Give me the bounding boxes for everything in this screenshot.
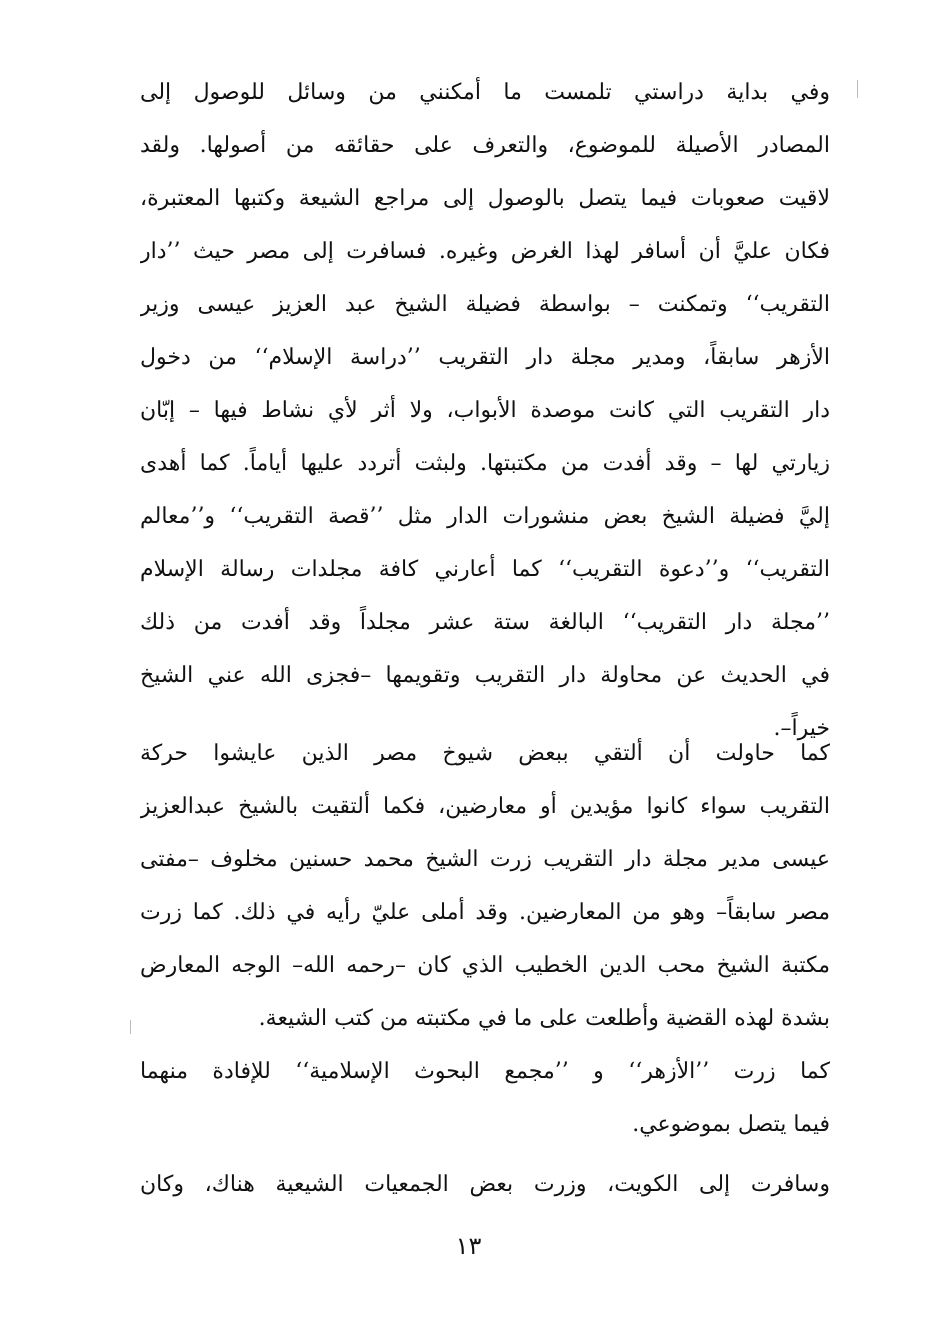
- paragraph-line: كما حاولت أن ألتقي ببعض شيوخ مصر الذين عايشوا حركة: [140, 741, 830, 766]
- paragraph-1: [140, 66, 830, 755]
- paragraph-line: مصر سابقاً– وهو من المعارضين. وقد أملى عليّ رأيه في ذلك. كما زرت: [140, 900, 830, 925]
- paragraph-line: عيسى مدير مجلة دار التقريب زرت الشيخ محمد حسنين مخلوف –مفتى: [140, 847, 830, 872]
- paragraph-line: وسافرت إلى الكويت، وزرت بعض الجمعيات الشيعية هناك، وكان: [140, 1172, 830, 1197]
- scan-mark: [130, 1020, 131, 1034]
- paragraph-line: فكان عليَّ أن أسافر لهذا الغرض وغيره. فسافرت إلى مصر حيث ’’دار: [140, 239, 830, 264]
- scan-mark: [857, 80, 858, 98]
- paragraph-line: التقريب‘‘ وتمكنت – بواسطة فضيلة الشيخ عبد العزيز عيسى وزير: [140, 292, 830, 317]
- paragraph-line: مكتبة الشيخ محب الدين الخطيب الذي كان –رحمه الله– الوجه المعارض: [140, 953, 830, 978]
- paragraph-line: زيارتي لها – وقد أفدت من مكتبتها. ولبثت أتردد عليها أياماً. كما أهدى: [140, 451, 830, 476]
- paragraph-line: المصادر الأصيلة للموضوع، والتعرف على حقائقه من أصولها. ولقد: [140, 133, 830, 158]
- paragraph-2: [140, 727, 830, 1045]
- page-number: ١٣: [455, 1232, 482, 1260]
- paragraph-line: التقريب‘‘ و’’دعوة التقريب‘‘ كما أعارني كافة مجلدات رسالة الإسلام: [140, 557, 830, 582]
- paragraph-3: [140, 1045, 830, 1151]
- paragraph-line: لاقيت صعوبات فيما يتصل بالوصول إلى مراجع الشيعة وكتبها المعتبرة،: [140, 186, 830, 211]
- paragraph-line: إليَّ فضيلة الشيخ بعض منشورات الدار مثل ’’قصة التقريب‘‘ و’’معالم: [140, 504, 830, 529]
- paragraph-line: ’’مجلة دار التقريب‘‘ البالغة ستة عشر مجلداً وقد أفدت من ذلك: [140, 610, 830, 635]
- paragraph-line: دار التقريب التي كانت موصدة الأبواب، ولا أثر لأي نشاط فيها – إبّان: [140, 398, 830, 423]
- paragraph-line: في الحديث عن محاولة دار التقريب وتقويمها –فجزى الله عني الشيخ: [140, 663, 830, 688]
- paragraph-line: الأزهر سابقاً، ومدير مجلة دار التقريب ’’دراسة الإسلام‘‘ من دخول: [140, 345, 830, 370]
- paragraph-line: وفي بداية دراستي تلمست ما أمكنني من وسائل للوصول إلى: [140, 80, 830, 105]
- paragraph-4: [140, 1158, 830, 1211]
- paragraph-line: فيما يتصل بموضوعي.: [632, 1112, 830, 1137]
- paragraph-line: بشدة لهذه القضية وأطلعت على ما في مكتبته من كتب الشيعة.: [258, 1006, 830, 1031]
- paragraph-line: التقريب سواء كانوا مؤيدين أو معارضين، فكما ألتقيت بالشيخ عبدالعزيز: [140, 794, 830, 819]
- paragraph-line: كما زرت ’’الأزهر‘‘ و ’’مجمع البحوث الإسلامية‘‘ للإفادة منهما: [140, 1059, 830, 1084]
- paragraph-line: خيراً–.: [773, 716, 830, 741]
